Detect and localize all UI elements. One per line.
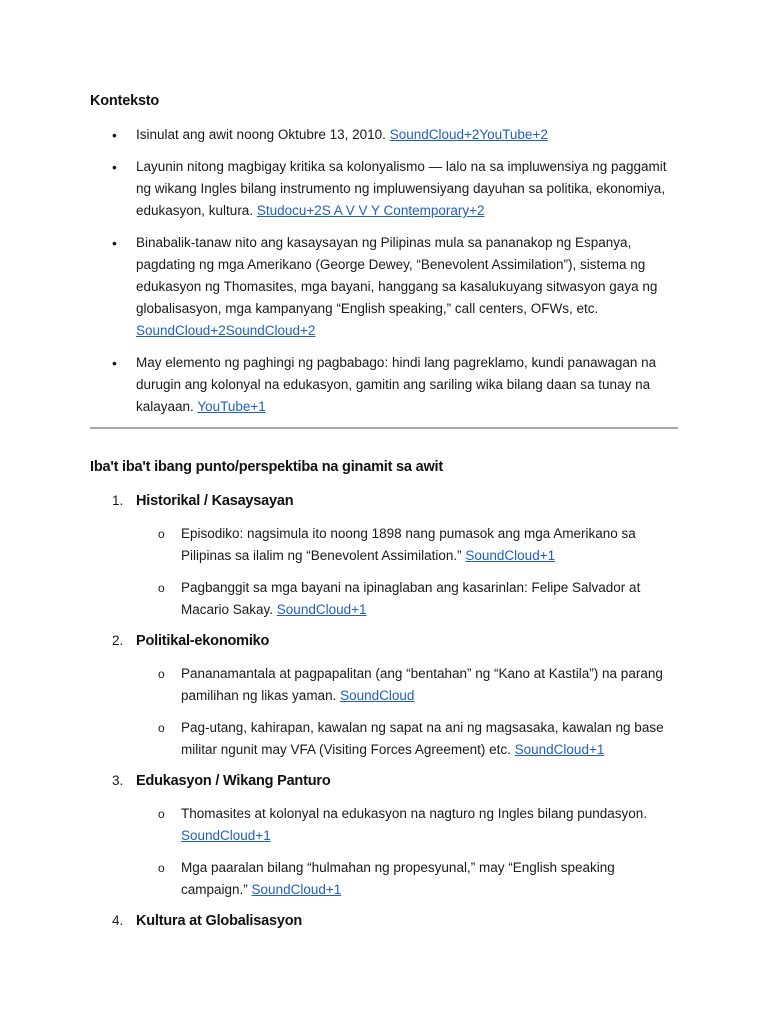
bullet-text: May elemento ng paghingi ng pagbabago: hindi lang pagreklamo, kundi panawagan na durugin ang kolonyal na edukasyon, gamitin ang sariling wika bilang daan sa tunay na kalayaan.	[136, 355, 657, 414]
sub-list-item	[90, 577, 678, 621]
source-link[interactable]: SoundCloud+1	[514, 742, 605, 757]
circle-bullet-icon: o	[158, 861, 165, 875]
list-item	[90, 124, 678, 146]
list-item	[90, 156, 678, 222]
sub-list-item	[90, 717, 678, 761]
sub-item-text: Thomasites at kolonyal na edukasyon na nagturo ng Ingles bilang pundasyon.	[181, 806, 648, 821]
circle-bullet-icon: o	[158, 721, 165, 735]
list-item	[90, 232, 678, 342]
item-number: 3.	[112, 773, 124, 788]
circle-bullet-icon: o	[158, 527, 165, 541]
perspective-numbered-list	[90, 491, 678, 943]
circle-bullet-icon: o	[158, 807, 165, 821]
item-number: 2.	[112, 633, 124, 648]
source-link[interactable]: SoundCloud+1	[251, 882, 342, 897]
numbered-item	[90, 771, 678, 901]
source-link[interactable]: SoundCloud+1	[465, 548, 556, 563]
sub-list-item	[90, 523, 678, 567]
list-item	[90, 352, 678, 418]
source-link[interactable]: SoundCloud+1	[276, 602, 367, 617]
sub-list	[90, 523, 678, 621]
sub-item-text: Mga paaralan bilang “hulmahan ng propesyunal,” may “English speaking campaign.”	[181, 860, 615, 897]
item-title: Kultura at Globalisasyon	[136, 913, 303, 929]
sub-item-text: Pagbanggit sa mga bayani na ipinaglaban ang kasarinlan: Felipe Salvador at Macario Sakay.	[181, 580, 641, 617]
circle-bullet-icon: o	[158, 667, 165, 681]
bullet-text: Layunin nitong magbigay kritika sa kolonyalismo — lalo na sa impluwensiya ng paggamit ng wikang Ingles bilang instrumento ng impluwensiyang dayuhan sa politika, ekonomiya, edukasyon, kultura.	[136, 159, 667, 218]
numbered-item	[90, 631, 678, 761]
source-link[interactable]: SoundCloud+2SoundCloud+2	[136, 323, 316, 338]
item-title: Politikal-ekonomiko	[136, 633, 270, 649]
section-heading-konteksto: Konteksto	[90, 93, 160, 109]
sub-list-item	[90, 663, 678, 707]
source-link[interactable]: SoundCloud	[340, 688, 415, 703]
source-link[interactable]: YouTube+1	[197, 399, 266, 414]
sub-list	[90, 803, 678, 901]
sub-list-item	[90, 803, 678, 847]
item-number: 1.	[112, 493, 124, 508]
context-bullet-list	[90, 124, 678, 428]
source-link[interactable]: SoundCloud+1	[181, 828, 271, 843]
item-number: 4.	[112, 913, 124, 928]
sub-list-item	[90, 857, 678, 901]
source-link[interactable]: SoundCloud+2YouTube+2	[389, 127, 548, 142]
numbered-item	[90, 911, 678, 931]
circle-bullet-icon: o	[158, 581, 165, 595]
section-heading-perspektiba: Iba't iba't ibang punto/perspektiba na ginamit sa awit	[90, 459, 444, 475]
numbered-item	[90, 491, 678, 621]
source-link[interactable]: Studocu+2S A V V Y Contemporary+2	[256, 203, 485, 218]
sub-list	[90, 663, 678, 761]
bullet-text: Binabalik-tanaw nito ang kasaysayan ng Pilipinas mula sa pananakop ng Espanya, pagdating ng mga Amerikano (George Dewey, “Benevolent Assimilation”), sistema ng edukasyon ng Thomasites, mga bayani, hanggang sa kasalukuyang sitwasyon gaya ng globalisasyon, mga kampanyang “English speaking,” call centers, OFWs, etc.	[136, 235, 658, 316]
sub-item-text: Pag-utang, kahirapan, kawalan ng sapat na ani ng magsasaka, kawalan ng base militar ngunit may VFA (Visiting Forces Agreement) etc.	[181, 720, 664, 757]
item-title: Historikal / Kasaysayan	[136, 493, 294, 509]
sub-item-text: Episodiko: nagsimula ito noong 1898 nang pumasok ang mga Amerikano sa Pilipinas sa ilalim ng “Benevolent Assimilation.”	[181, 526, 636, 563]
sub-item-text: Pananamantala at pagpapalitan (ang “bentahan” ng “Kano at Kastila”) na parang pamilihan ng likas yaman.	[181, 666, 663, 703]
horizontal-divider	[90, 427, 678, 429]
item-title: Edukasyon / Wikang Panturo	[136, 773, 331, 789]
bullet-text: Isinulat ang awit noong Oktubre 13, 2010.	[136, 127, 390, 142]
